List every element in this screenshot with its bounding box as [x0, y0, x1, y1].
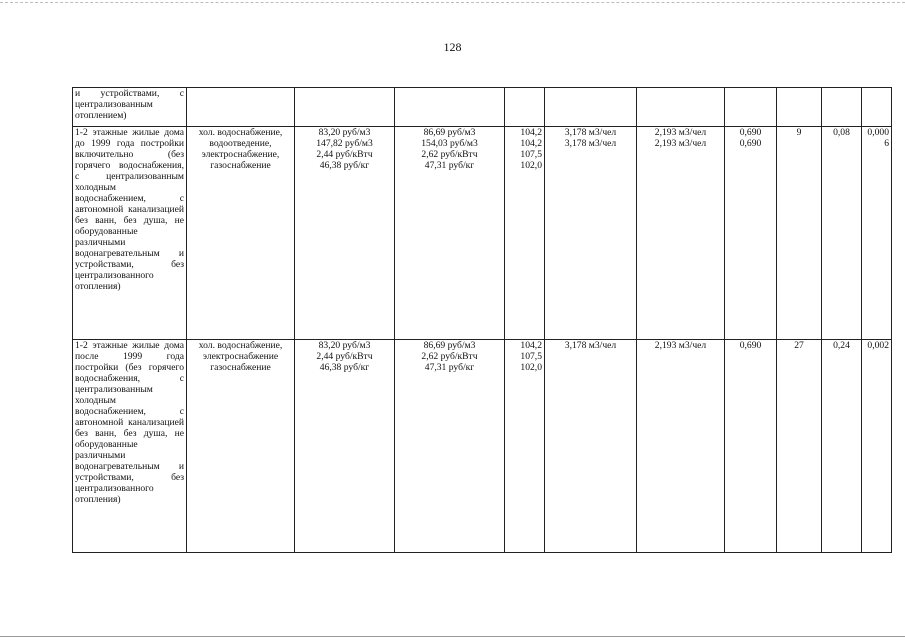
- cell-index: 104,2 104,2 107,5 102,0: [505, 127, 545, 340]
- table-row: [73, 340, 892, 553]
- cell-description: и устройствами, с централизованным отоплением): [73, 88, 187, 127]
- page-number: 128: [443, 40, 462, 54]
- cell-count: 9: [777, 127, 822, 340]
- cell-v1: [822, 88, 862, 127]
- cell-tariffs-b: [395, 88, 505, 127]
- cell-norm-b: 2,193 м3/чел: [637, 340, 725, 553]
- cell-tariffs-a: 83,20 руб/м3 147,82 руб/м3 2,44 руб/кВтч 46,38 руб/кг: [295, 127, 395, 340]
- cell-norm-b: 2,193 м3/чел 2,193 м3/чел: [637, 127, 725, 340]
- cell-index: 104,2 107,5 102,0: [505, 340, 545, 553]
- cell-count: [777, 88, 822, 127]
- cell-index: [505, 88, 545, 127]
- cell-norm-a: 3,178 м3/чел: [545, 340, 637, 553]
- cell-tariffs-a: 83,20 руб/м3 2,44 руб/кВтч 46,38 руб/кг: [295, 340, 395, 553]
- cell-services: хол. водоснабжение, электроснабжение газоснабжение: [187, 340, 295, 553]
- cell-coef: [725, 88, 777, 127]
- cell-v2: 0,002: [862, 340, 892, 553]
- cell-tariffs-b: 86,69 руб/м3 154,03 руб/м3 2,62 руб/кВтч 47,31 руб/кг: [395, 127, 505, 340]
- cell-services: [187, 88, 295, 127]
- cell-norm-a: 3,178 м3/чел 3,178 м3/чел: [545, 127, 637, 340]
- cell-v2: [862, 88, 892, 127]
- cell-description: 1-2 этажные жилые дома после 1999 года постройки (без горячего водоснабжения, с централизованным холодным водоснабжением, с автономной канализацией без ванн, без душа, не оборудованные различными водонагревательным и устройствами, без централизованного отопления): [73, 340, 187, 553]
- cell-tariffs-a: [295, 88, 395, 127]
- cell-description: 1-2 этажные жилые дома до 1999 года постройки включительно (без горячего водоснабжения, с централизованным холодным водоснабжением, с автономной канализацией без ванн, без душа, не оборудованные различными водонагревательным и устройствами, без централизованного отопления): [73, 127, 187, 340]
- scan-edge-bottom: [0, 636, 905, 639]
- cell-norm-a: [545, 88, 637, 127]
- cell-count: 27: [777, 340, 822, 553]
- scan-edge-top: [0, 2, 905, 5]
- cell-coef: 0,690: [725, 340, 777, 553]
- cell-services: хол. водоснабжение, водоотведение, электроснабжение, газоснабжение: [187, 127, 295, 340]
- table-row: [73, 88, 892, 127]
- cell-v1: 0,24: [822, 340, 862, 553]
- cell-v1: 0,08: [822, 127, 862, 340]
- table-row: [73, 127, 892, 340]
- cell-norm-b: [637, 88, 725, 127]
- cell-coef: 0,690 0,690: [725, 127, 777, 340]
- cell-v2: 0,000 6: [862, 127, 892, 340]
- cell-tariffs-b: 86,69 руб/м3 2,62 руб/кВтч 47,31 руб/кг: [395, 340, 505, 553]
- tariff-table: [72, 87, 892, 553]
